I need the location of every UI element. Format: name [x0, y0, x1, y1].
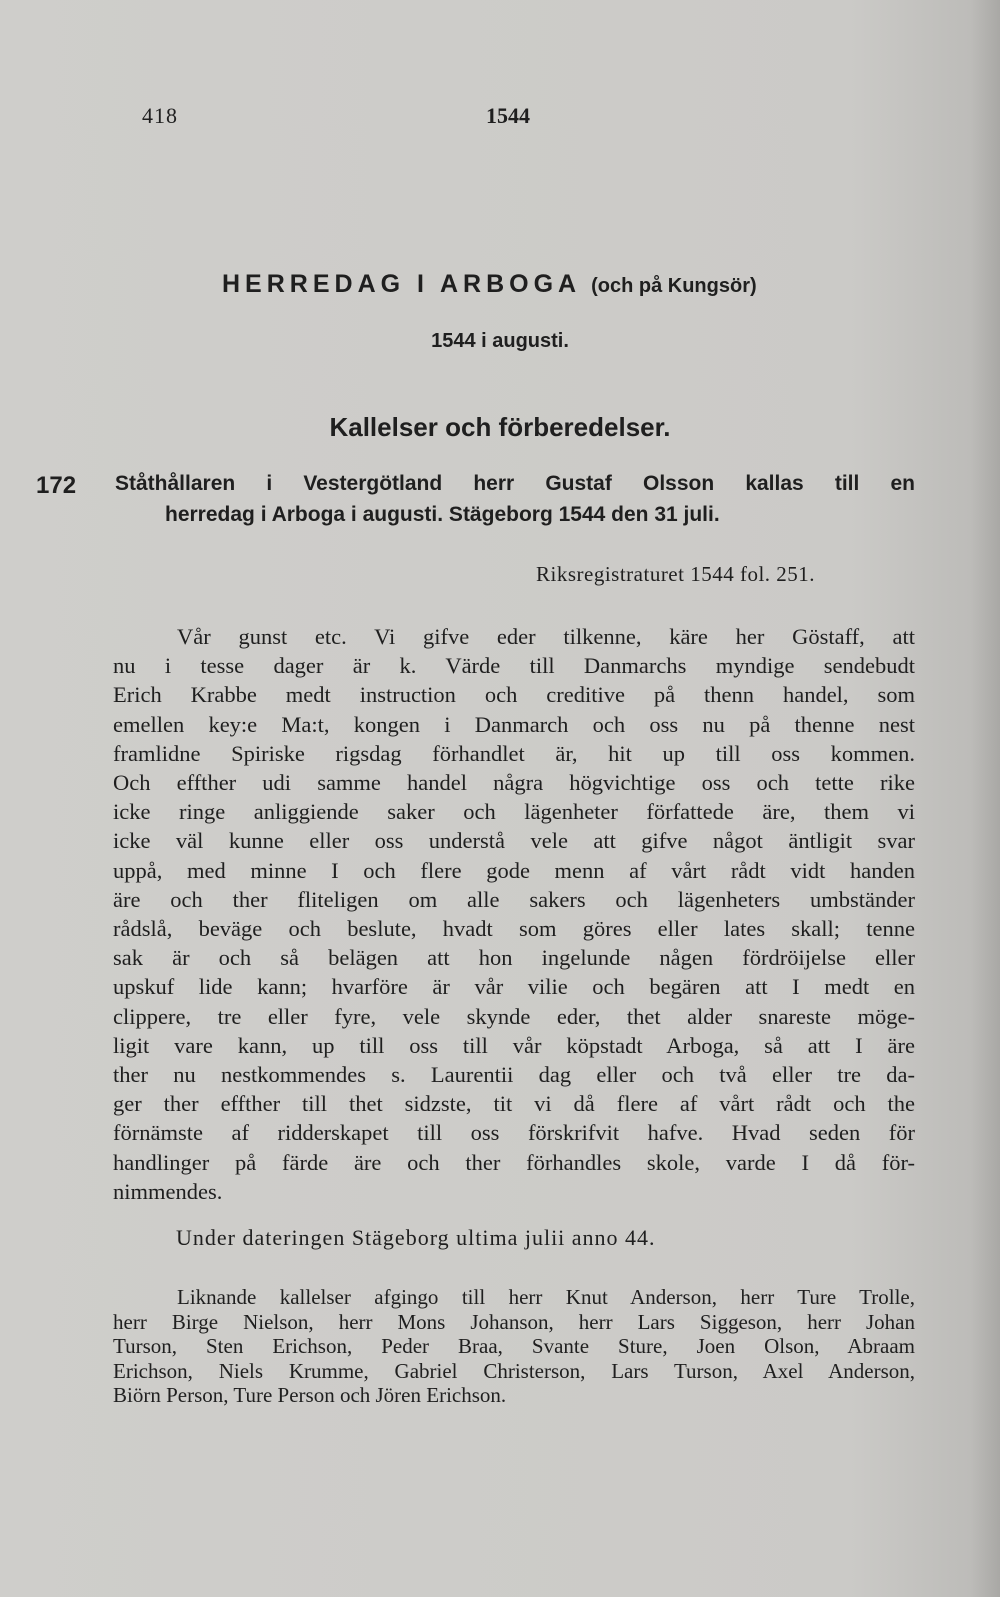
document-heading-line: herredag i Arboga i augusti. Stägeborg 1544 den 31 juli. — [165, 503, 720, 526]
text-line: uppå, med minne I och flere gode menn af vårt rådt vidt handen — [113, 857, 915, 883]
text-line: framlidne Spiriske rigsdag förhandlet är, hit up till oss kommen. — [113, 740, 915, 766]
text-line: icke väl kunne eller oss understå vele att gifve något äntligit svar — [113, 828, 915, 854]
text-line: Turson, Sten Erichson, Peder Braa, Svante Sture, Joen Olson, Abraam — [113, 1334, 915, 1358]
section-title: Kallelser och förberedelser. — [329, 412, 671, 442]
text-line: upskuf lide kann; hvarföre är vår vilie och begären att I medt en — [113, 974, 915, 1000]
document-heading-line: Ståthållaren i Vestergötland herr Gustaf Olsson kallas till en — [115, 472, 915, 495]
text-line: emellen key:e Ma:t, kongen i Danmarch och oss nu på thenne nest — [113, 711, 915, 737]
letter-signature: Under dateringen Stägeborg ultima julii anno 44. — [176, 1225, 656, 1250]
chapter-title-main: HERREDAG I ARBOGA — [222, 270, 582, 298]
text-line: Biörn Person, Ture Person och Jören Erichson. — [113, 1383, 507, 1407]
text-line: Vår gunst etc. Vi gifve eder tilkenne, käre her Göstaff, att — [177, 624, 915, 649]
text-line: herr Birge Nielson, herr Mons Johanson, herr Lars Siggeson, herr Johan — [113, 1309, 915, 1334]
text-line: sak är och så belägen att hon ingelunde någen fördröijelse eller — [113, 945, 915, 971]
text-line: Erichson, Niels Krumme, Gabriel Christerson, Lars Turson, Axel Anderson, — [113, 1358, 915, 1383]
text-line: förnämste af ridderskapet till oss förskrifvit hafve. Hvad seden för — [113, 1120, 915, 1146]
text-line: ger ther effther till thet sidzste, tit vi då flere af vårt rådt och the — [113, 1091, 915, 1117]
editorial-note — [113, 1285, 915, 1408]
text-line: Liknande kallelser afgingo till herr Knut Anderson, herr Ture Trolle, — [177, 1285, 915, 1309]
text-line: Erich Krabbe medt instruction och creditive på thenn handel, som — [113, 682, 915, 708]
source-reference: Riksregistraturet 1544 fol. 251. — [536, 562, 816, 586]
chapter-title — [222, 270, 757, 299]
text-line: clippere, tre eller fyre, vele skynde eder, thet alder snareste möge- — [113, 1003, 915, 1029]
text-line: ligit vare kann, up till oss till vår köpstadt Arboga, så att I äre — [113, 1032, 915, 1058]
text-line: handlinger på färde äre och ther förhandles skole, varde I då för- — [113, 1149, 915, 1175]
document-number: 172 — [36, 472, 77, 499]
text-line: rådslå, beväge och beslute, hvadt som göres eller lates skall; tenne — [113, 916, 915, 942]
page-number: 418 — [142, 103, 178, 128]
chapter-date: 1544 i augusti. — [431, 330, 569, 352]
text-line: ther nu nestkommendes s. Laurentii dag eller och två eller tre da- — [113, 1062, 915, 1088]
running-head-year: 1544 — [486, 103, 530, 128]
chapter-title-sub: (och på Kungsör) — [591, 275, 757, 297]
text-line: Och effther udi samme handel några högvichtige oss och tette rike — [113, 770, 915, 796]
document-heading — [115, 468, 915, 530]
text-line: äre och ther fliteligen om alle sakers och lägenheters umbständer — [113, 886, 915, 912]
text-line: nu i tesse dager är k. Värde till Danmarchs myndige sendebudt — [113, 653, 915, 679]
letter-body — [113, 622, 915, 1206]
text-line: nimmendes. — [113, 1178, 223, 1204]
text-line: icke ringe anliggiende saker och lägenheter författede äre, them vi — [113, 799, 915, 825]
